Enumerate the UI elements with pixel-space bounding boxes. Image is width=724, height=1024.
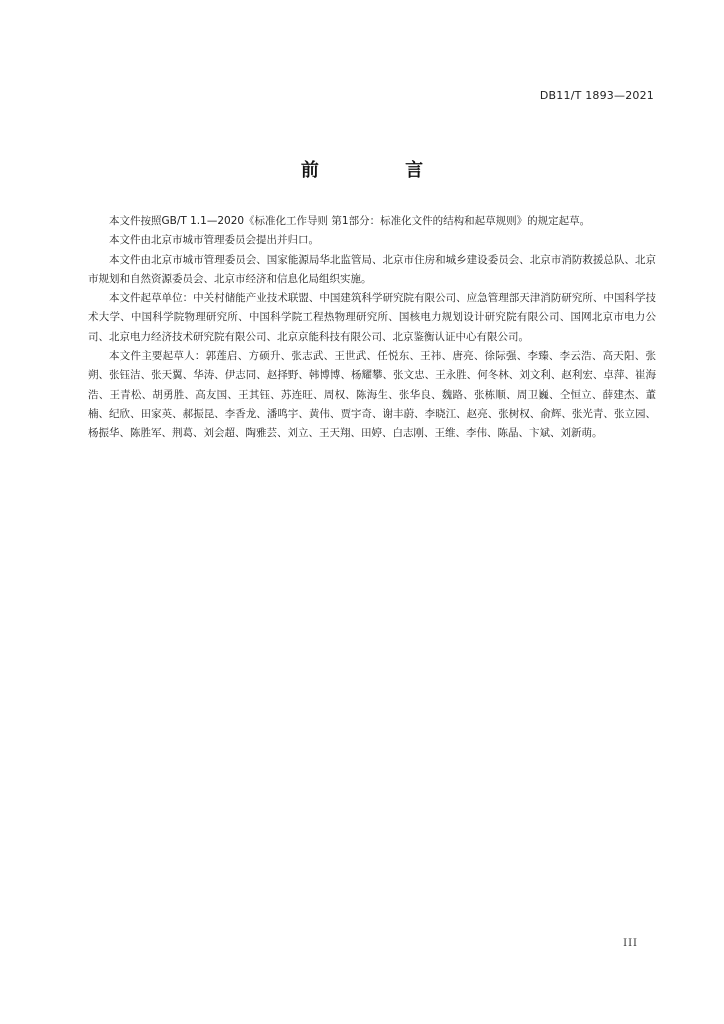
- paragraph-implementers: 本文件由北京市城市管理委员会、国家能源局华北监管局、北京市住房和城乡建设委员会、北京市消防救援总队、北京市规划和自然资源委员会、北京市经济和信息化局组织实施。: [88, 253, 656, 285]
- paragraph-drafting-units: 本文件起草单位：中关村储能产业技术联盟、中国建筑科学研究院有限公司、应急管理部天津消防研究所、中国科学技术大学、中国科学院物理研究所、中国科学院工程热物理研究所、国核电力规划设计研究院有限公司、国网北京市电力公司、北京电力经济技术研究院有限公司、北京京能科技有限公司、北京鉴衡认证中心有限公司。: [88, 292, 656, 343]
- paragraph-drafters: 本文件主要起草人：郭莲启、方硕升、张志武、王世武、任悦东、王祎、唐亮、徐际强、李臻、李云浩、高天阳、张朔、张钰洁、张天翼、华涛、伊志同、赵择野、韩博博、杨耀攀、张文忠、王永胜、何冬林、刘文利、赵利宏、卓萍、崔海浩、王青松、胡勇胜、高友国、王其钰、苏连旺、周权、陈海生、张华良、魏路、张栋顺、周卫巍、仝恒立、薛建杰、董楠、纪欣、田家英、郝振昆、李香龙、潘鸣宇、黄伟、贾宇奇、谢丰蔚、李晓江、赵亮、张树权、俞辉、张光青、张立园、杨振华、陈胜军、荆葛、刘会超、陶雅芸、刘立、王天翔、田婷、白志刚、王维、李伟、陈晶、卞斌、刘新萌。: [88, 350, 656, 440]
- page-number: III: [623, 938, 638, 949]
- document-code: DB11/T 1893—2021: [539, 89, 654, 102]
- preface-body: [88, 212, 656, 444]
- section-title: 前 言: [300, 160, 464, 181]
- paragraph-drafting-rules: 本文件按照GB/T 1.1—2020《标准化工作导则 第1部分：标准化文件的结构和起草规则》的规定起草。: [109, 215, 591, 227]
- paragraph-proposer: 本文件由北京市城市管理委员会提出并归口。: [109, 234, 319, 247]
